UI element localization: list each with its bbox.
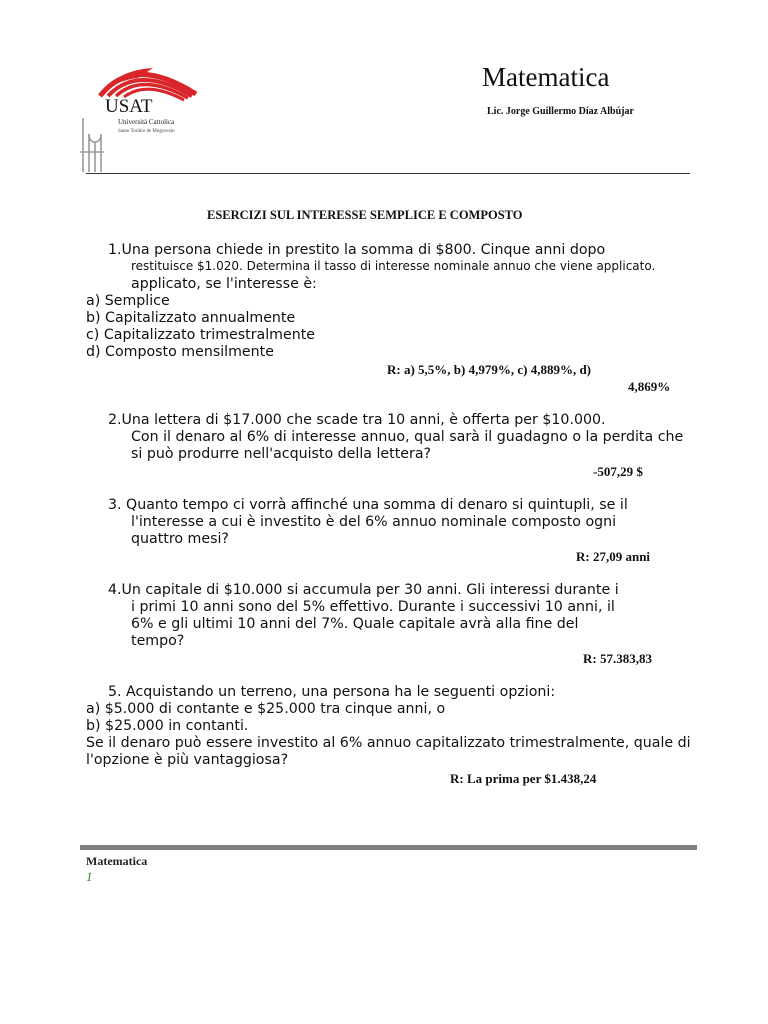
ex5-option-b: b) $25.000 in contanti. <box>86 718 249 734</box>
logo-subtitle-small: Santo Toribio de Mogrovejo <box>118 129 175 134</box>
logo-gray-pillars <box>80 118 104 172</box>
ex1-answer-cont: 4,869% <box>628 379 671 394</box>
ex2-line3: si può produrre nell'acquisto della lettera? <box>131 446 432 462</box>
page-number: 1 <box>86 869 93 884</box>
ex2-line2: Con il denaro al 6% di interesse annuo, qual sarà il guadagno o la perdita che <box>131 429 684 445</box>
ex4-answer: R: 57.383,83 <box>583 651 652 666</box>
ex5-line3: l'opzione è più vantaggiosa? <box>86 752 289 768</box>
ex1-line2: restituisce $1.020. Determina il tasso di interesse nominale annuo che viene applicato. <box>131 259 656 273</box>
document-title: Matematica <box>482 62 610 92</box>
logo-text: USAT <box>105 96 153 117</box>
ex5-line1: 5. Acquistando un terreno, una persona ha le seguenti opzioni: <box>108 684 556 700</box>
ex1-line3: applicato, se l'interesse è: <box>131 276 317 292</box>
ex4-line1: 4.Un capitale di $10.000 si accumula per 30 anni. Gli interessi durante i <box>108 582 619 598</box>
header-rule <box>86 173 690 174</box>
ex3-line1: 3. Quanto tempo ci vorrà affinché una somma di denaro si quintupli, se il <box>108 497 628 513</box>
ex5-line2: Se il denaro può essere investito al 6% annuo capitalizzato trimestralmente, quale di <box>86 735 691 751</box>
ex5-option-a: a) $5.000 di contante e $25.000 tra cinque anni, o <box>86 701 446 717</box>
ex4-line2: i primi 10 anni sono del 5% effettivo. Durante i successivi 10 anni, il <box>131 599 615 615</box>
ex3-line3: quattro mesi? <box>131 531 229 547</box>
logo-subtitle: Università Cattolica <box>118 118 175 126</box>
section-heading: ESERCIZI SUL INTERESSE SEMPLICE E COMPOSTO <box>207 208 523 222</box>
ex2-answer: -507,29 $ <box>593 464 643 479</box>
ex1-option-d: d) Composto mensilmente <box>86 344 274 360</box>
ex3-line2: l'interesse a cui è investito è del 6% annuo nominale composto ogni <box>131 514 617 530</box>
ex4-line3: 6% e gli ultimi 10 anni del 7%. Quale capitale avrà alla fine del <box>131 616 579 632</box>
footer-rule <box>80 845 697 850</box>
ex1-answer: R: a) 5,5%, b) 4,979%, c) 4,889%, d) <box>387 362 592 377</box>
ex5-answer: R: La prima per $1.438,24 <box>450 771 597 786</box>
ex2-line1: 2.Una lettera di $17.000 che scade tra 10 anni, è offerta per $10.000. <box>108 412 606 428</box>
ex1-option-a: a) Semplice <box>86 293 170 309</box>
ex3-answer: R: 27,09 anni <box>576 549 651 564</box>
ex1-line1: 1.Una persona chiede in prestito la somma di $800. Cinque anni dopo <box>108 242 606 258</box>
ex4-line4: tempo? <box>131 633 185 649</box>
footer-title: Matematica <box>86 854 148 868</box>
document-author: Lic. Jorge Guillermo Díaz Albújar <box>487 106 634 117</box>
ex1-option-b: b) Capitalizzato annualmente <box>86 310 296 326</box>
ex1-option-c: c) Capitalizzato trimestralmente <box>86 327 316 343</box>
